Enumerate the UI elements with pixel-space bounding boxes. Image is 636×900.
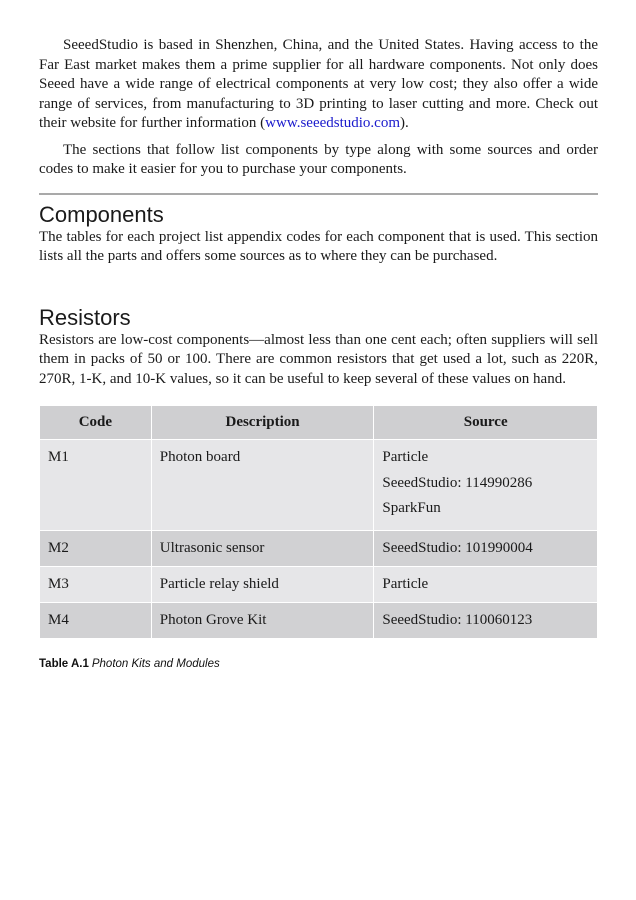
header-description: Description	[151, 406, 374, 440]
cell-description: Photon board	[151, 440, 374, 531]
table-row	[40, 566, 598, 602]
cell-description: Particle relay shield	[151, 566, 374, 602]
cell-code: M2	[40, 530, 152, 566]
page-content	[39, 36, 598, 670]
intro-text-end: ).	[400, 115, 409, 131]
components-paragraph: The tables for each project list appendix codes for each component that is used. This section lists all the parts and offers some sources as to where they can be purchased.	[39, 228, 598, 264]
intro-text: SeeedStudio is based in Shenzhen, China, and the United States. Having access to the Far East market makes them a prime supplier for all hardware components. Not only does Seeed have a wide range of electrical components at very low cost; they also offer a wide range of services, from manufacturing to 3D printing to laser cutting and more. Check out their website for further information (	[39, 37, 598, 131]
source-line: SeeedStudio: 114990286	[382, 474, 533, 491]
cell-source	[374, 440, 598, 531]
cell-code: M3	[40, 566, 152, 602]
source-line: Particle	[382, 449, 429, 465]
cell-source: Particle	[374, 566, 598, 602]
table-caption	[39, 658, 598, 670]
cell-description: Photon Grove Kit	[151, 602, 374, 638]
cell-code: M1	[40, 440, 152, 531]
header-source: Source	[374, 406, 598, 440]
table-row	[40, 530, 598, 566]
table-header-row	[40, 406, 598, 440]
cell-source: SeeedStudio: 101990004	[374, 530, 598, 566]
table-row	[40, 440, 598, 531]
cell-code: M4	[40, 602, 152, 638]
section-divider	[39, 193, 598, 195]
source-line: SparkFun	[382, 500, 441, 516]
resistors-paragraph: Resistors are low-cost components—almost less than one cent each; often suppliers will sell them in packs of 50 or 100. There are common resistors that get used a lot, such as 220R, 270R, 1-K, and 10-K values, so it can be useful to keep several of these values on hand.	[39, 331, 598, 387]
cell-source: SeeedStudio: 110060123	[374, 602, 598, 638]
intro-paragraph-2: The sections that follow list components by type along with some sources and order codes to make it easier for you to purchase your components.	[39, 141, 598, 177]
components-table	[39, 405, 598, 639]
components-heading: Components	[39, 201, 164, 227]
seeedstudio-link[interactable]: www.seeedstudio.com	[265, 115, 401, 131]
table-row	[40, 602, 598, 638]
intro-paragraph-1	[39, 36, 598, 134]
caption-text: Photon Kits and Modules	[91, 657, 220, 670]
cell-description: Ultrasonic sensor	[151, 530, 374, 566]
resistors-heading: Resistors	[39, 304, 131, 330]
caption-label: Table A.1	[39, 657, 89, 670]
header-code: Code	[40, 406, 152, 440]
